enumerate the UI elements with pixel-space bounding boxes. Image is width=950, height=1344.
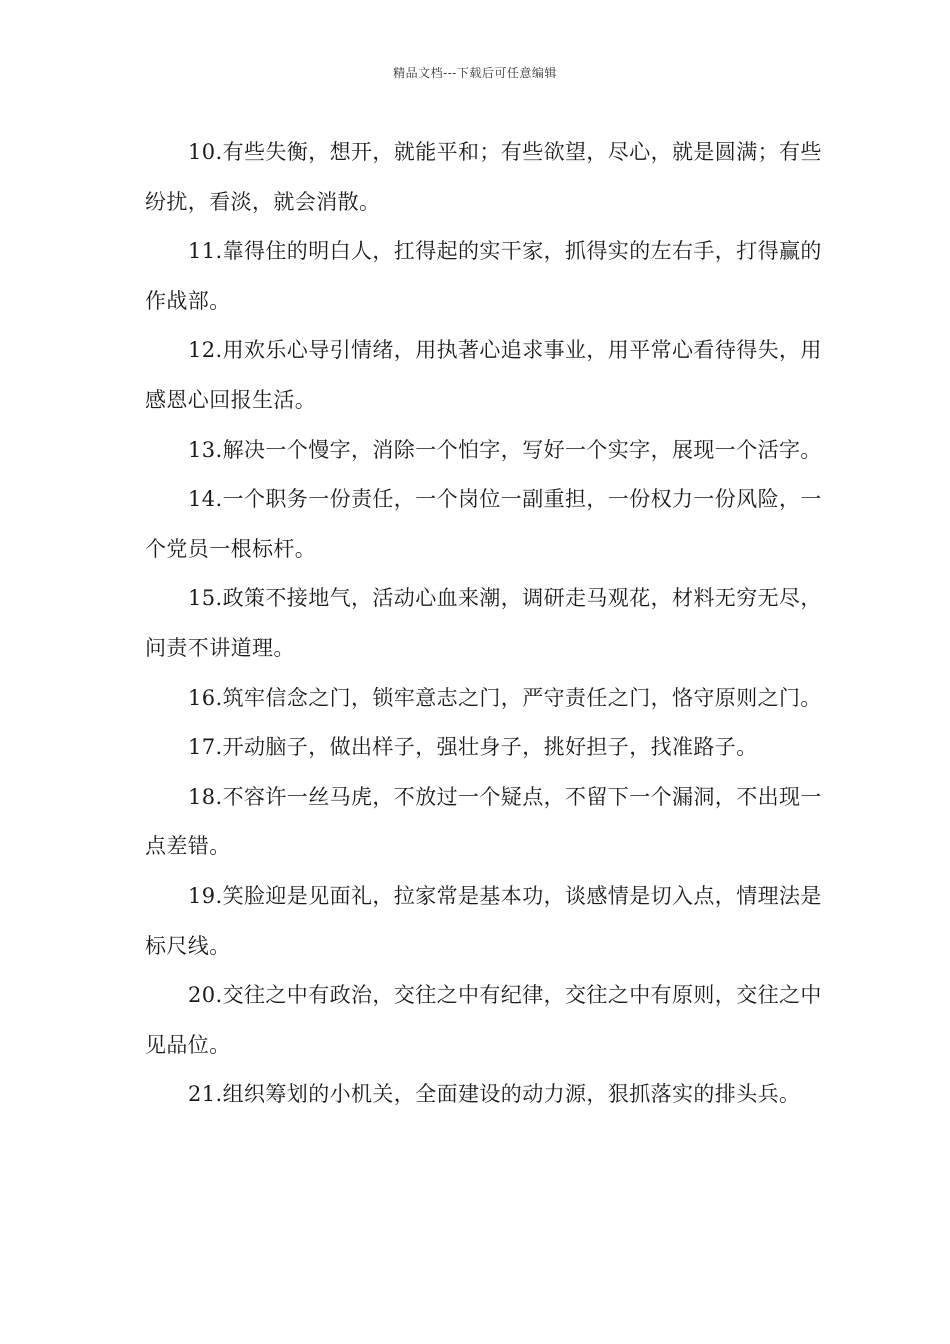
paragraph-21: 21.组织筹划的小机关，全面建设的动力源，狠抓落实的排头兵。: [188, 1082, 801, 1107]
paragraph-10: 10.有些失衡，想开，就能平和；有些欲望，尽心，就是圆满；有些纷扰，看淡，就会消散。: [145, 140, 822, 214]
paragraph-14: 14.一个职务一份责任，一个岗位一副重担，一份权力一份风险，一个党员一根标杆。: [145, 487, 822, 561]
paragraph-18: 18.不容许一丝马虎，不放过一个疑点，不留下一个漏洞，不出现一点差错。: [145, 784, 822, 859]
paragraph-16: 16.筑牢信念之门，锁牢意志之门，严守责任之门，恪守原则之门。: [188, 685, 822, 710]
document-body: [145, 128, 825, 1120]
paragraph-12: 12.用欢乐心导引情绪，用执著心追求事业，用平常心看待得失，用感恩心回报生活。: [145, 338, 822, 412]
paragraph-17: 17.开动脑子，做出样子，强壮身子，挑好担子，找准路子。: [188, 735, 758, 760]
paragraph-19: 19.笑脸迎是见面礼，拉家常是基本功，谈感情是切入点，情理法是标尺线。: [145, 883, 822, 958]
paragraph-20: 20.交往之中有政治，交往之中有纪律，交往之中有原则，交往之中见品位。: [145, 983, 822, 1057]
page-header: 精品文档---下载后可任意编辑: [393, 66, 557, 80]
paragraph-11: 11.靠得住的明白人，扛得起的实干家，抓得实的左右手，打得赢的作战部。: [145, 239, 822, 313]
paragraph-15: 15.政策不接地气，活动心血来潮，调研走马观花，材料无穷无尽，问责不讲道理。: [145, 586, 822, 660]
paragraph-13: 13.解决一个慢字，消除一个怕字，写好一个实字，展现一个活字。: [188, 437, 822, 462]
